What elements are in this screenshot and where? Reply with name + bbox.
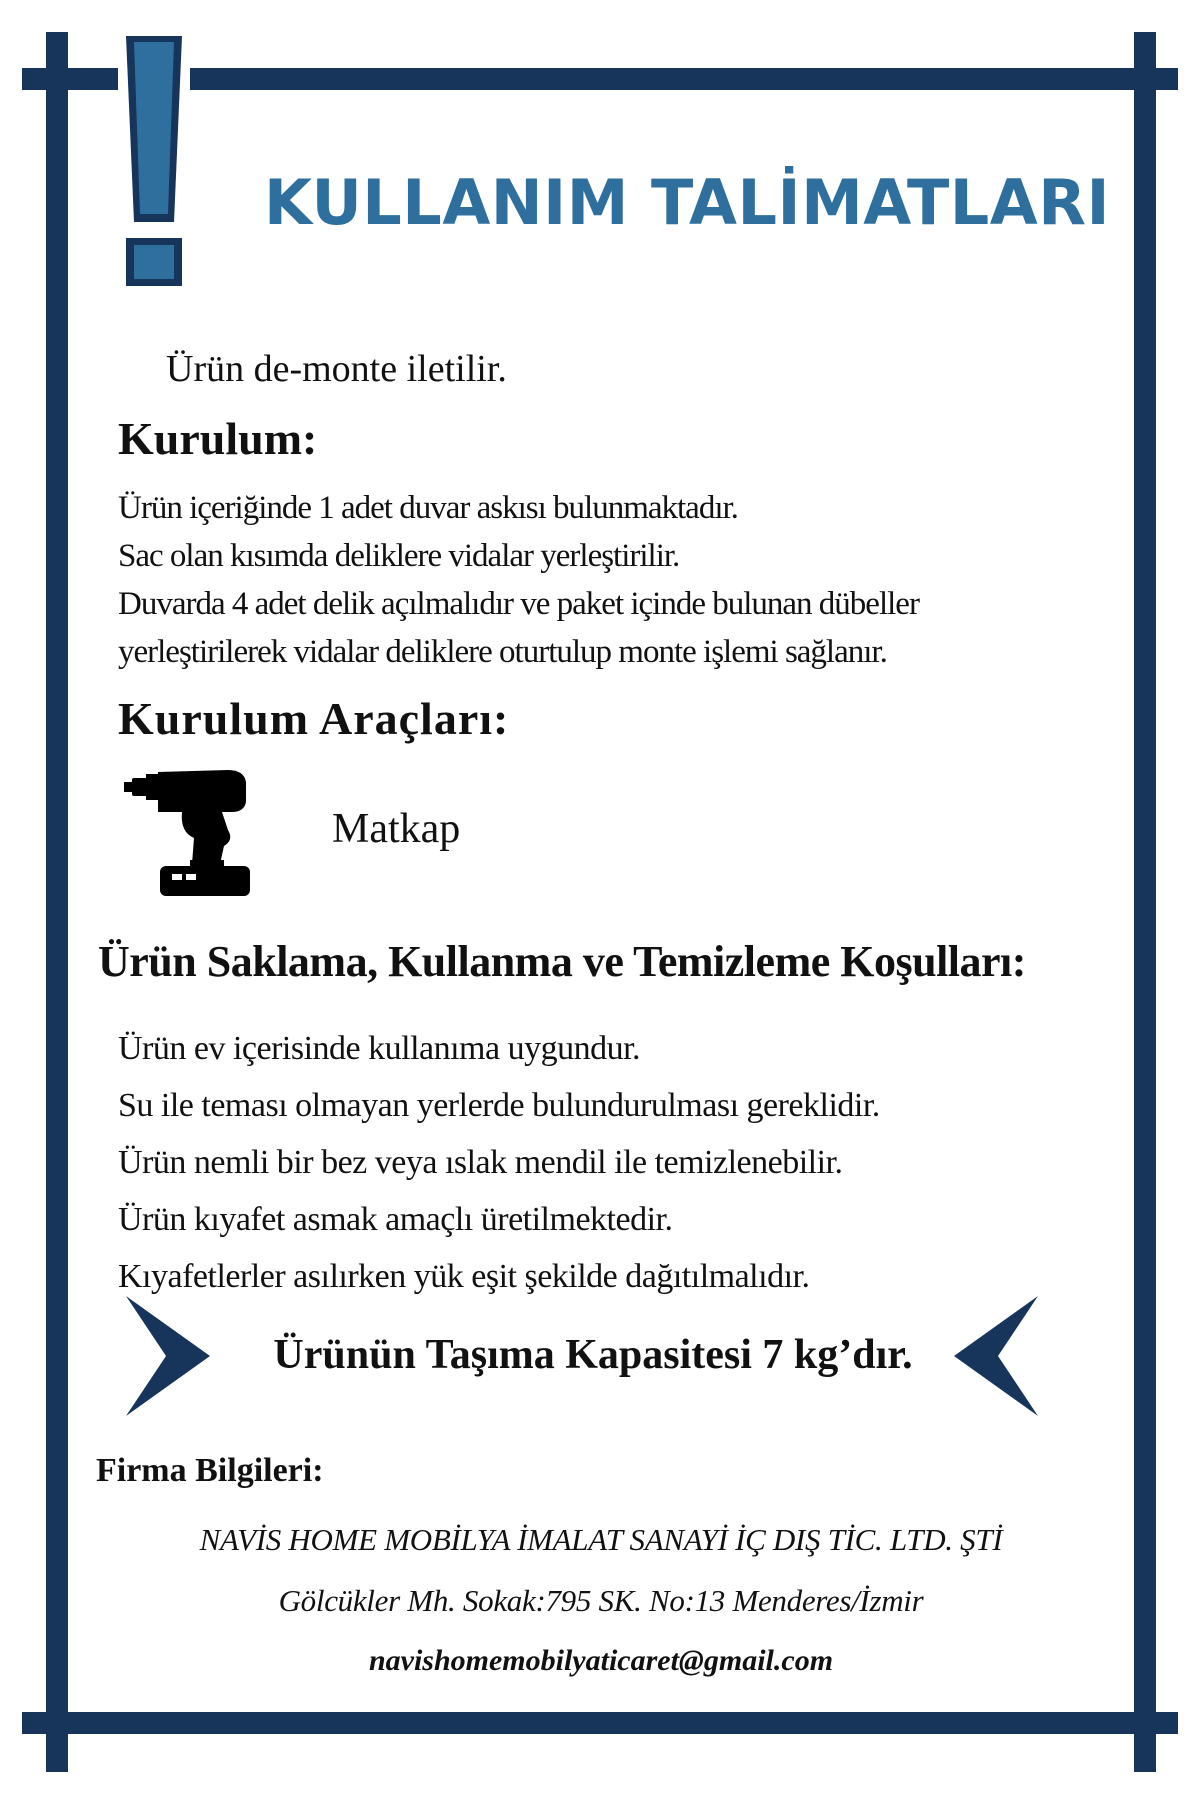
care-text [118, 1020, 880, 1305]
capacity-text [0, 1334, 1200, 1376]
tool-label-matkap: Matkap [332, 806, 461, 852]
kurulum-line: Duvarda 4 adet delik açılmalıdır ve paket içinde bulunan dübeller [118, 586, 919, 622]
frame-right-bar [1134, 32, 1156, 1772]
section-heading-tools: Kurulum Araçları: [118, 693, 510, 744]
kurulum-text [118, 484, 919, 676]
company-address: Gölcükler Mh. Sokak:795 SK. No:13 Menderes/İzmir [278, 1583, 924, 1618]
care-line: Ürün ev içerisinde kullanıma uygundur. [118, 1030, 641, 1067]
section-heading-care: Ürün Saklama, Kullanma ve Temizleme Koşulları: [98, 937, 1026, 986]
page-title: KULLANIM TALİMATLARI [264, 166, 1111, 239]
firma-heading: Firma Bilgileri: [96, 1452, 324, 1489]
exclamation-icon [118, 32, 190, 292]
care-line: Su ile teması olmayan yerlerde bulundurulması gereklidir. [118, 1087, 880, 1124]
frame-left-bar [46, 32, 68, 1772]
care-line: Kıyafetlerler asılırken yük eşit şekilde dağıtılmalıdır. [118, 1258, 810, 1295]
section-heading-kurulum: Kurulum: [118, 413, 318, 464]
kurulum-line: Sac olan kısımda deliklere vidalar yerleştirilir. [118, 538, 680, 574]
care-line: Ürün kıyafet asmak amaçlı üretilmektedir. [118, 1201, 673, 1238]
capacity-label: Ürünün Taşıma Kapasitesi 7 kg’dır. [273, 1332, 913, 1378]
intro-text: Ürün de-monte iletilir. [166, 348, 507, 390]
frame-top-bar [22, 68, 1178, 90]
frame-bottom-bar [22, 1712, 1178, 1734]
care-line: Ürün nemli bir bez veya ıslak mendil ile temizlenebilir. [118, 1144, 843, 1181]
kurulum-line: Ürün içeriğinde 1 adet duvar askısı bulunmaktadır. [118, 490, 738, 526]
company-email: navishomemobilyaticaret@gmail.com [368, 1644, 834, 1677]
kurulum-line: yerleştirilerek vidalar deliklere oturtulup monte işlemi sağlanır. [118, 634, 887, 670]
company-name: NAVİS HOME MOBİLYA İMALAT SANAYİ İÇ DIŞ TİC. LTD. ŞTİ [199, 1522, 1003, 1557]
drill-icon [124, 768, 264, 898]
